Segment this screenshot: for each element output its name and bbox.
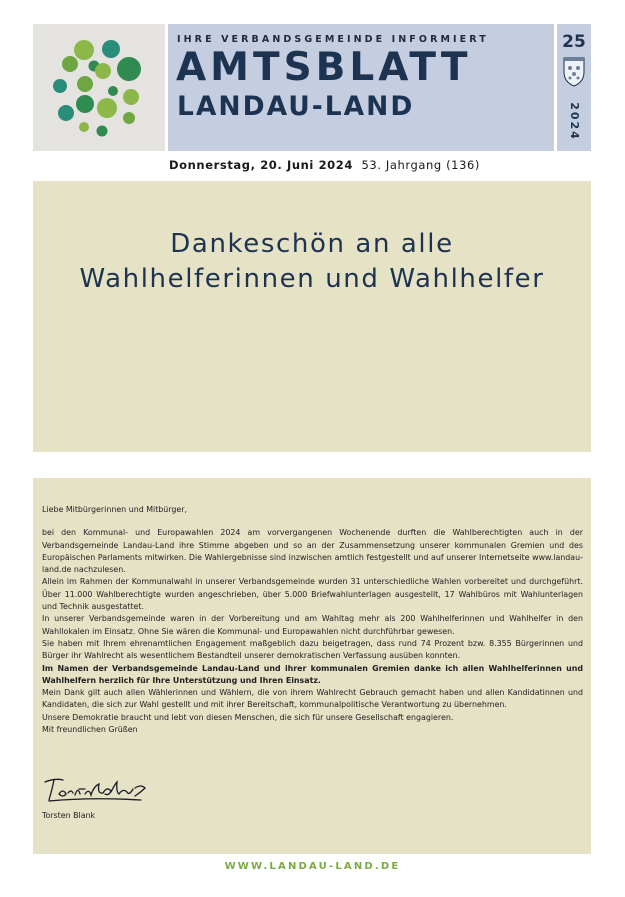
letter-closing: Mit freundlichen Grüßen <box>42 725 138 735</box>
letter-paragraph: In unserer Verbandsgemeinde waren in der Vorbereitung und am Wahltag mehr als 200 Wahlhelferinnen und Wahlhelfer in den Wahllokalen im Einsatz. Ohne Sie wären die Kommunal- und Europawahlen nicht durchführbar gewesen. <box>42 614 583 636</box>
issue-year: 2024 <box>567 101 581 141</box>
letter-paragraph: Sie haben mit Ihrem ehrenamtlichen Engagement maßgeblich dazu beigetragen, dass rund 74 Prozent bzw. 8.355 Bürgerinnen und Bürger ihr Wahlrecht als wesentlichem Bestandteil unserer demokratischen Verfassung ausüben konnten. <box>42 638 583 661</box>
volume-info: 53. Jahrgang (136) <box>361 158 481 172</box>
footer-website-link[interactable]: WWW.LANDAU-LAND.DE <box>224 861 401 872</box>
signer-name: Torsten Blank <box>42 811 96 820</box>
publication-date: Donnerstag, 20. Juni 2024 <box>169 158 353 172</box>
masthead-title: AMTSBLATT <box>176 45 472 90</box>
headline <box>33 227 591 297</box>
headline-panel <box>33 181 591 452</box>
coat-of-arms-icon <box>562 55 586 87</box>
masthead <box>168 24 554 151</box>
logo <box>33 24 165 151</box>
headline-line-1: Dankeschön an alle <box>170 229 454 259</box>
issue-column <box>557 24 591 151</box>
issue-number: 25 <box>562 32 586 52</box>
letter-thanks-paragraph: Im Namen der Verbandsgemeinde Landau-Land und ihrer kommunalen Gremien danke ich allen Wahlhelferinnen und Wahlhelfern herzlich für Ihre Unterstützung und Ihren Einsatz. <box>42 663 583 685</box>
letter-paragraph: Allein im Rahmen der Kommunalwahl in unserer Verbandsgemeinde wurden 31 unterschiedliche Wahlen vorbereitet und durchgeführt. Über 11.000 Wahlberechtigte wurden angeschrieben, über 5.000 Briefwahlunterlagen ausgestellt, 17 Wahlbüros mit Wahlunterlagen und Technik ausgestattet. <box>42 577 583 612</box>
letter-panel <box>33 478 591 854</box>
publication-date-line <box>169 158 480 172</box>
masthead-kicker: IHRE VERBANDSGEMEINDE INFORMIERT <box>177 34 489 45</box>
letter-body <box>42 504 583 736</box>
masthead-subtitle: LANDAU-LAND <box>177 91 415 122</box>
dots-logo-icon <box>33 24 165 151</box>
letter-paragraph: Mein Dank gilt auch allen Wählerinnen und Wählern, die von ihrem Wahlrecht Gebrauch gemacht haben und allen Kandidatinnen und Kandidaten, die sich zur Wahl gestellt und mit ihrer Bereitschaft, kommunalpolitische Verantwortung zu übernehmen. <box>42 688 583 710</box>
letter-paragraph: Unsere Demokratie braucht und lebt von diesen Menschen, die sich für unsere Gesellschaft engagieren. <box>42 712 454 722</box>
signature-image <box>41 774 161 806</box>
headline-line-2: Wahlhelferinnen und Wahlhelfer <box>79 264 545 294</box>
letter-salutation: Liebe Mitbürgerinnen und Mitbürger, <box>42 505 188 514</box>
letter-paragraph: bei den Kommunal- und Europawahlen 2024 am vorvergangenen Wochenende durften die Wahlberechtigten auch in der Verbandsgemeinde Landau-Land ihre Stimme abgeben und so an der Zusammensetzung unserer kommunalen Gremien und des Europäischen Parlaments mitwirken. Die Wahlergebnisse sind inzwischen amtlich festgestellt und auf unserer Internetseite www.landau-land.de nachzulesen. <box>42 528 583 575</box>
